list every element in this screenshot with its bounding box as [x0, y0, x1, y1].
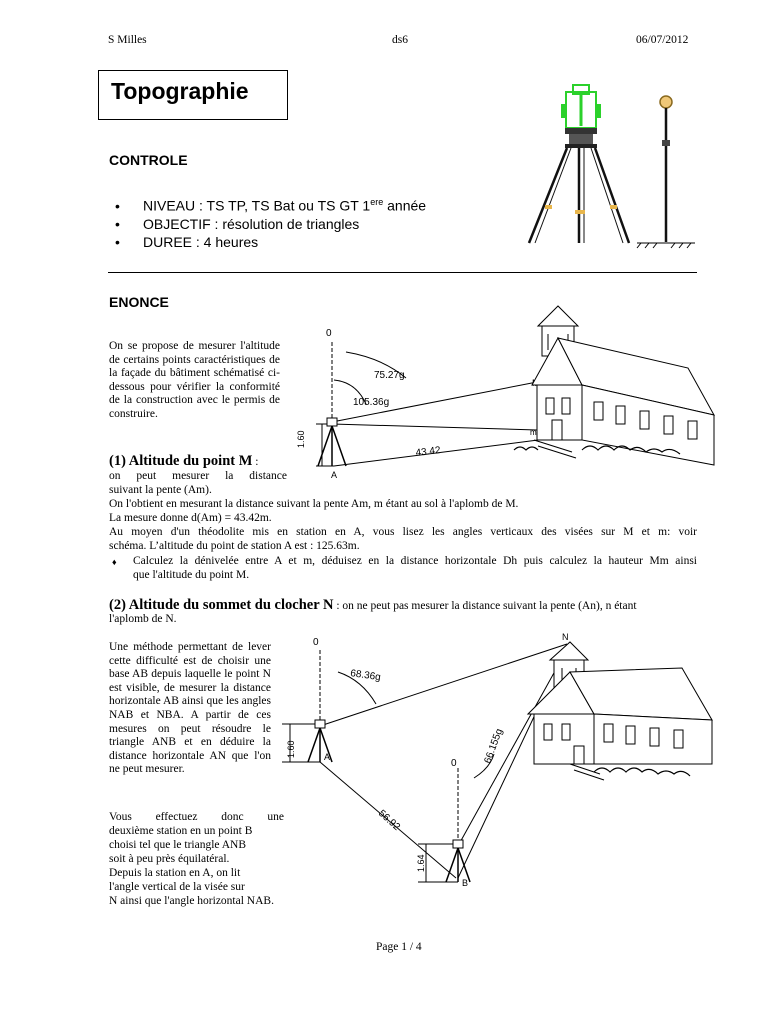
building-1-icon [514, 306, 714, 465]
q2-para2-line3: choisi tel que le triangle ANB [109, 839, 247, 851]
q2-para2-line7: N ainsi que l'angle horizontal NAB. [109, 895, 274, 907]
bullet-duree [115, 234, 258, 250]
q1-colon: : [252, 456, 259, 468]
d1-distance-label: 43.42 [415, 445, 442, 459]
q1-title-line [109, 452, 259, 470]
q1-p3a: Au moyen d'un théodolite mis en station en A, vous lisez les angles verticaux des visées sur M et m: voir [109, 526, 697, 538]
instruments-illustration [515, 80, 705, 250]
enonce-intro: On se propose de mesurer l'altitude de certains points caractéristiques de la façade du bâtiment schématisé ci-dessous pour vérifier la conformité de la construction avec le permis de construire. [109, 340, 280, 420]
d1-angle-m-label: 75.27g [374, 370, 405, 381]
header-date: 06/07/2012 [636, 34, 689, 46]
q2-title-line [109, 596, 697, 614]
q2-para2-line2: deuxième station en un point B [109, 825, 253, 837]
d2-b-label: B [462, 878, 469, 888]
d2-height-a-label: 1.60 [286, 740, 296, 758]
d2-a-label: A [324, 752, 331, 762]
niveau-superscript: ere [370, 197, 384, 207]
q1-p2: La mesure donne d(Am) = 43.42m. [109, 512, 272, 524]
enonce-heading: ENONCE [109, 294, 169, 310]
diagram-altitude-m [282, 300, 722, 480]
objectif-text: OBJECTIF : résolution de triangles [143, 216, 360, 232]
diagram-altitude-n [280, 628, 720, 890]
d2-zero-a-label: 0 [313, 637, 319, 648]
d2-angle-b-label: 66.155g [482, 727, 506, 766]
q2-rest2: l'aplomb de N. [109, 613, 177, 625]
q2-para2-line5: Depuis la station en A, on lit [109, 867, 241, 879]
q1-line2: suivant la pente (Am). [109, 484, 212, 496]
q2-para2-line6: l'angle vertical de la visée sur [109, 881, 245, 893]
page-title: Topographie [111, 78, 249, 104]
q1-p1: On l'obtient en mesurant la distance suivant la pente Am, m étant au sol à l'aplomb de M. [109, 498, 519, 510]
q2-para2-line1: Vous effectuez donc une [109, 811, 284, 823]
q2-para1: Une méthode permettant de lever cette difficulté est de choisir une base AB depuis laquelle le point N est visible, de mesurer la distance horizontale AB ainsi que les angles NAB et NBA. A partir de ces mesures on peut résoudre le triangle ANB et en déduire la distance horizontale AN que l'on ne peut mesurer. [109, 641, 271, 776]
section-divider [108, 272, 697, 273]
d1-height-label: 1.60 [296, 430, 306, 448]
q2-title: (2) Altitude du sommet du clocher N [109, 597, 334, 613]
niveau-text: NIVEAU : TS TP, TS Bat ou TS GT 1 [143, 197, 371, 214]
niveau-end: année [383, 197, 427, 214]
d1-a-label: A [331, 470, 338, 480]
d2-angle-a-label: 68.36g [349, 668, 382, 684]
sight-line-m [332, 424, 537, 430]
q1-line1: on peut mesurer la distance [109, 470, 287, 482]
d1-m-lower-label: m [530, 428, 537, 437]
q1-p3b: schéma. L’altitude du point de station A est : 125.63m. [109, 540, 360, 552]
bullet-dot: • [115, 197, 120, 214]
bullet-dot: • [115, 234, 120, 250]
bullet-dot: • [115, 216, 120, 232]
d2-distance-ab-label: 56.92 [375, 808, 402, 833]
q1-bullet-a: Calculez la dénivelée entre A et m, déduisez en la distance horizontale Dh puis calculez la hauteur Mm ainsi [133, 555, 697, 567]
building-2-icon [528, 642, 712, 780]
header-author: S Milles [108, 34, 147, 46]
total-station-icon [529, 85, 629, 243]
q1-bullet-b: que l'altitude du point M. [133, 569, 250, 581]
d1-zero-label: 0 [326, 328, 332, 339]
prism-pole-icon [637, 96, 695, 248]
q1-title: (1) Altitude du point M [109, 453, 253, 469]
d2-zero-b-label: 0 [451, 758, 457, 769]
q2-para2-line4: soit à peu près équilatéral. [109, 853, 230, 865]
diamond-bullet-icon: ♦ [112, 557, 117, 567]
q2-rest: : on ne peut pas mesurer la distance suivant la pente (An), n étant [333, 600, 637, 612]
d2-height-b-label: 1.64 [416, 854, 426, 872]
header-code: ds6 [392, 34, 408, 46]
controle-heading: CONTROLE [109, 152, 188, 168]
d2-n-label: N [562, 632, 569, 642]
duree-text: DUREE : 4 heures [143, 234, 259, 250]
bullet-niveau [115, 197, 426, 214]
d1-angle-mm-label: 105.36g [353, 397, 390, 408]
bullet-objectif [115, 216, 359, 232]
page-number: Page 1 / 4 [376, 941, 422, 953]
